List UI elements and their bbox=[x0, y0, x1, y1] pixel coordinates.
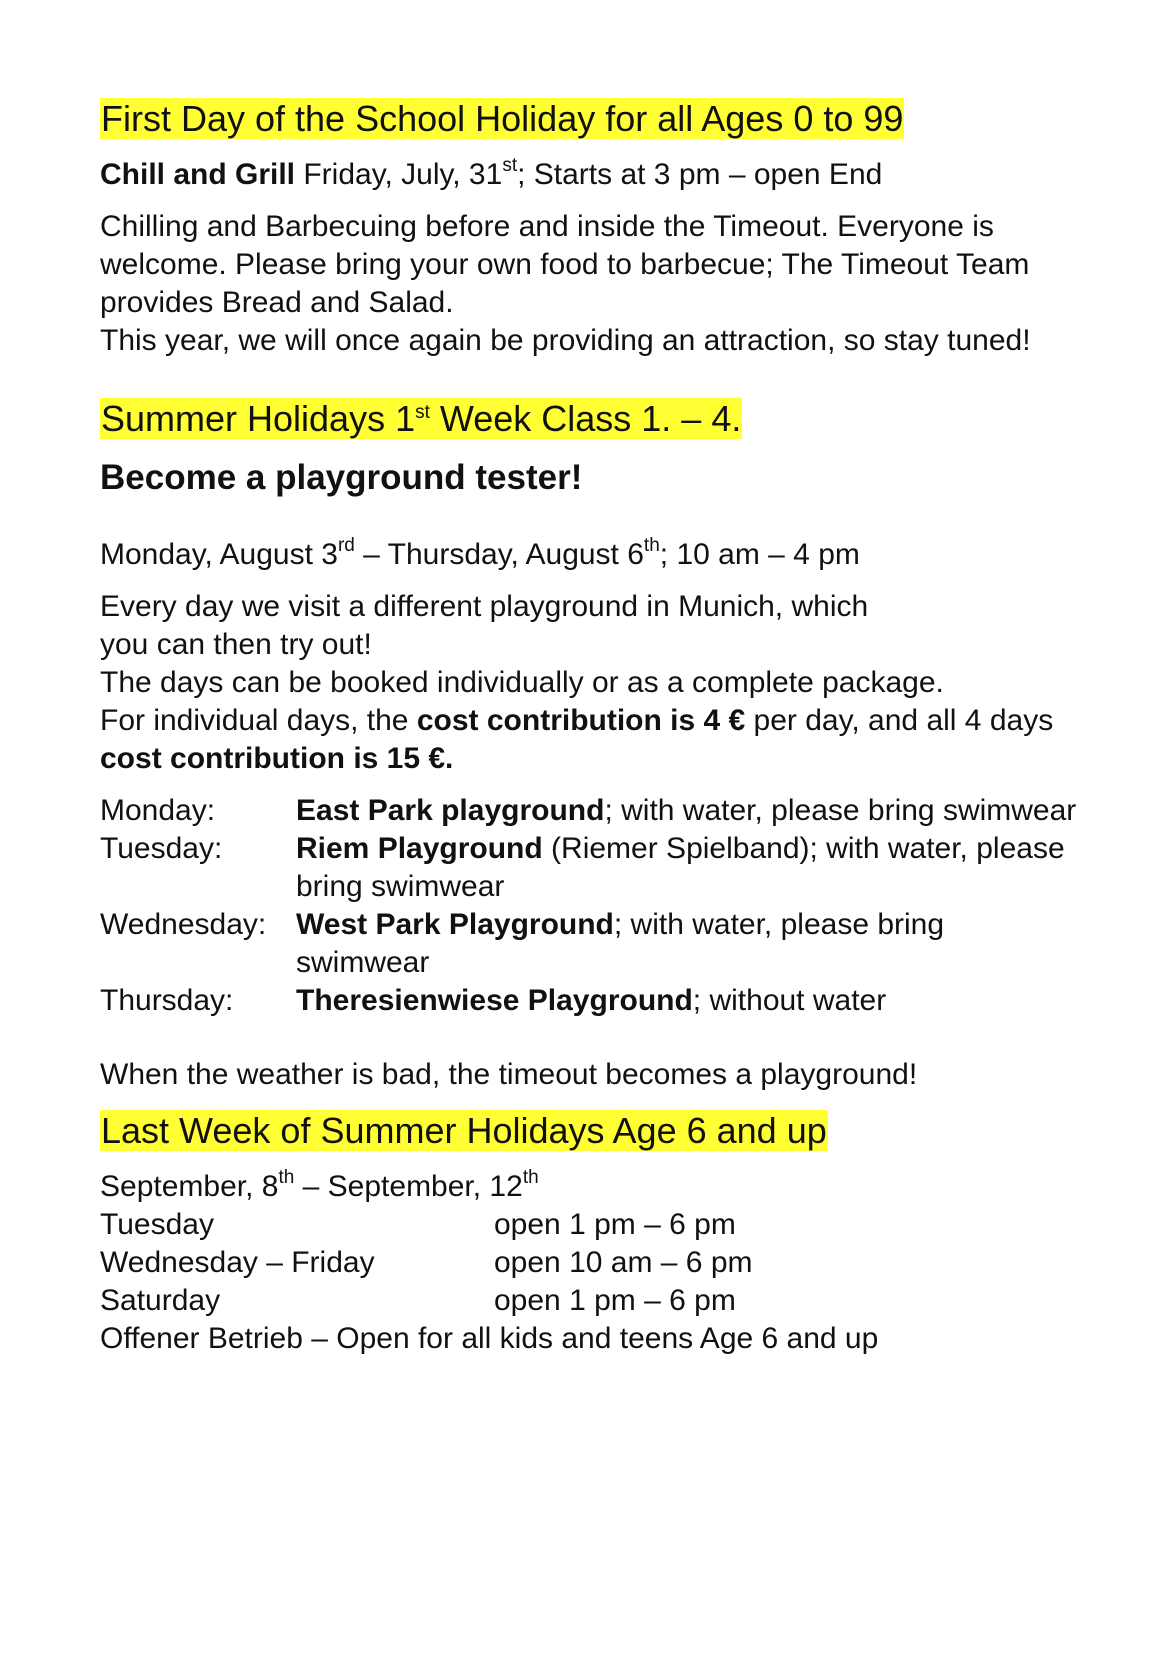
hours-day: Saturday bbox=[100, 1284, 221, 1317]
schedule-place: Theresienwiese Playground; without water bbox=[296, 984, 887, 1017]
schedule-place: West Park Playground; with water, please bring swimwear bbox=[296, 908, 945, 979]
schedule-day: Thursday: bbox=[100, 984, 234, 1017]
playground-schedule bbox=[100, 792, 1080, 1020]
section-2-desc-2: The days can be booked individually or as a complete package. bbox=[100, 666, 944, 699]
section-1-heading-text: First Day of the School Holiday for all Ages 0 to 99 bbox=[101, 98, 904, 139]
section-2-heading bbox=[100, 396, 1080, 442]
hours-time: open 10 am – 6 pm bbox=[494, 1246, 753, 1279]
schedule-row bbox=[100, 830, 1080, 906]
section-2-subheading: Become a playground tester! bbox=[100, 458, 583, 497]
schedule-row bbox=[100, 906, 1080, 982]
section-2-heading-text: Summer Holidays 1st Week Class 1. – 4. bbox=[101, 398, 742, 439]
section-3-heading bbox=[100, 1108, 1080, 1154]
schedule-place: East Park playground; with water, please bring swimwear bbox=[296, 794, 1077, 827]
hours-row bbox=[100, 1282, 1080, 1320]
section-2-desc-1: Every day we visit a different playground in Munich, which you can then try out! bbox=[100, 590, 869, 661]
section-2-cost: For individual days, the cost contribution is 4 € per day, and all 4 days cost contribution is 15 €. bbox=[100, 704, 1054, 775]
hours-day: Wednesday – Friday bbox=[100, 1246, 375, 1279]
schedule-row bbox=[100, 982, 1080, 1020]
schedule-place: Riem Playground (Riemer Spielband); with water, please bring swimwear bbox=[296, 832, 1065, 903]
section-1-desc-2: This year, we will once again be providing an attraction, so stay tuned! bbox=[100, 324, 1031, 357]
event-name: Chill and Grill bbox=[100, 158, 296, 191]
section-3-dates: September, 8th – September, 12th bbox=[100, 1167, 539, 1203]
hours-row bbox=[100, 1244, 1080, 1282]
chill-grill-line: Chill and Grill Friday, July, 31st; Starts at 3 pm – open End bbox=[100, 155, 883, 191]
section-3-footer: Offener Betrieb – Open for all kids and teens Age 6 and up bbox=[100, 1322, 879, 1355]
hours-time: open 1 pm – 6 pm bbox=[494, 1208, 736, 1241]
schedule-day: Monday: bbox=[100, 794, 216, 827]
schedule-row bbox=[100, 792, 1080, 830]
section-3-heading-text: Last Week of Summer Holidays Age 6 and up bbox=[101, 1110, 827, 1151]
hours-time: open 1 pm – 6 pm bbox=[494, 1284, 736, 1317]
hours-row bbox=[100, 1206, 1080, 1244]
hours-day: Tuesday bbox=[100, 1208, 214, 1241]
section-1-desc-1: Chilling and Barbecuing before and inside the Timeout. Everyone is welcome. Please bring your own food to barbecue; The Timeout Team provides Bread and Salad. bbox=[100, 210, 1030, 319]
opening-hours bbox=[100, 1206, 1080, 1320]
weather-note: When the weather is bad, the timeout becomes a playground! bbox=[100, 1058, 918, 1091]
section-2-dates: Monday, August 3rd – Thursday, August 6th; 10 am – 4 pm bbox=[100, 535, 860, 571]
schedule-day: Wednesday: bbox=[100, 908, 267, 941]
document-body bbox=[100, 96, 1080, 1358]
schedule-day: Tuesday: bbox=[100, 832, 223, 865]
section-1-heading bbox=[100, 96, 1080, 142]
